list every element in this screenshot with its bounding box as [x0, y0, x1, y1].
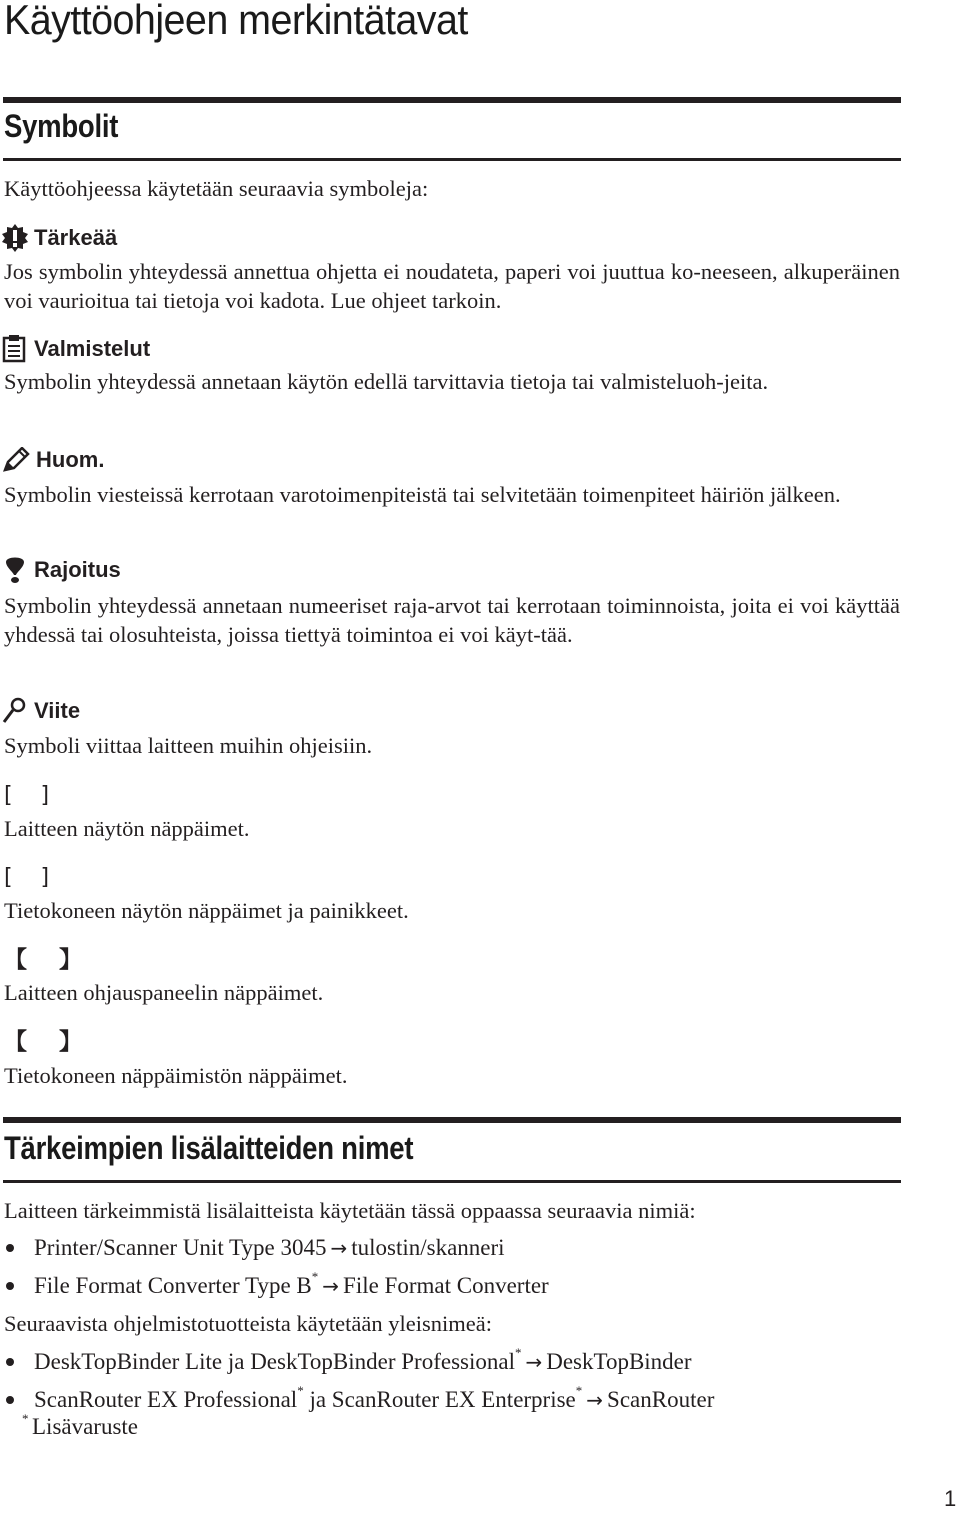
bracket-description: Tietokoneen näppäimistön näppäimet. [4, 1063, 348, 1088]
symbol-description: Symboli viittaa laitteen muihin ohjeisiin. [4, 733, 373, 758]
section-underline [3, 158, 901, 161]
exclamation-icon [2, 556, 28, 584]
symbol-label: Tärkeää [34, 225, 118, 250]
software-intro: Seuraavista ohjelmistotuotteista käytetään yleisnimeä: [4, 1311, 492, 1336]
section-title-symbols: Symbolit [4, 108, 119, 144]
symbol-description: Symbolin yhteydessä annetaan numeeriset raja-arvot tai kerrotaan toiminnoista, joita ei voi käyttää yhdessä tai olosuhteista, joissa tiettyä toimintoa ei voi käyt-tää. [4, 593, 900, 647]
clipboard-icon [2, 335, 28, 363]
list-item: DeskTopBinder Lite ja DeskTopBinder Professional* → DeskTopBinder [0, 1343, 900, 1381]
asterisk-footnote-mark: * [514, 1345, 522, 1361]
symbols-intro: Käyttöohjeessa käytetään seuraavia symboleja: [4, 176, 429, 201]
bullet [6, 1396, 14, 1404]
symbol-label: Rajoitus [34, 557, 121, 582]
symbol-description: Symbolin viesteissä kerrotaan varotoimenpiteistä tai selvitetään toimenpiteet häiriön jälkeen. [4, 482, 841, 507]
bracket-symbol-control-panel: 【 】 [4, 947, 83, 973]
arrow-icon: → [322, 1274, 340, 1298]
section-rule [3, 1117, 901, 1123]
symbol-heading-important [2, 222, 117, 254]
bracket-description: Tietokoneen näytön näppäimet ja painikkeet. [4, 898, 409, 923]
list-item: File Format Converter Type B* → File Format Converter [0, 1267, 900, 1305]
asterisk-footnote-mark: * [297, 1383, 304, 1399]
bracket-description: Laitteen näytön näppäimet. [4, 816, 250, 841]
bracket-symbol-screen-keys: [ ] [4, 783, 50, 808]
asterisk-footnote-mark: * [311, 1269, 319, 1285]
page-title: Käyttöohjeen merkintätavat [4, 0, 468, 43]
symbol-heading-limitation [2, 554, 121, 586]
arrow-icon: → [525, 1350, 543, 1374]
symbol-heading-reference [2, 695, 80, 727]
bracket-symbol-computer-screen: [ ] [4, 865, 50, 890]
footnote: * Lisävaruste [22, 1411, 139, 1439]
options-list [0, 1229, 900, 1305]
pencil-icon [2, 447, 30, 473]
options-intro: Laitteen tärkeimmistä lisälaitteista käytetään tässä oppaassa seuraavia nimiä: [4, 1198, 696, 1223]
symbol-label: Viite [34, 698, 81, 723]
symbol-heading-preparation [2, 333, 150, 365]
bracket-description: Laitteen ohjauspaneelin näppäimet. [4, 980, 324, 1005]
important-icon [2, 224, 28, 252]
symbol-label: Huom. [36, 447, 105, 472]
bullet [6, 1282, 14, 1290]
symbol-description: Jos symbolin yhteydessä annettua ohjetta ei noudateta, paperi voi juuttua ko-neeseen, alkuperäinen voi vaurioitua tai tietoja voi kadota. Lue ohjeet tarkoin. [4, 259, 900, 313]
bullet [6, 1358, 14, 1366]
symbol-heading-note [2, 444, 104, 476]
bullet [6, 1244, 14, 1252]
bracket-symbol-keyboard: 【 】 [4, 1029, 83, 1055]
software-list [0, 1343, 900, 1419]
symbol-description: Symbolin yhteydessä annetaan käytön edellä tarvittavia tietoja tai valmisteluoh-jeita. [4, 369, 769, 394]
symbol-label: Valmistelut [34, 336, 151, 361]
arrow-icon: → [330, 1236, 348, 1260]
section-title-options: Tärkeimpien lisälaitteiden nimet [4, 1130, 414, 1166]
page-number: 1 [944, 1486, 957, 1511]
asterisk-footnote-mark: * [575, 1383, 583, 1399]
section-rule [3, 97, 901, 103]
list-item: Printer/Scanner Unit Type 3045 → tulostin/skanneri [0, 1229, 900, 1267]
arrow-icon: → [586, 1388, 604, 1412]
list-item: ScanRouter EX Professional* ja ScanRouter EX Enterprise* → ScanRouter [0, 1381, 900, 1419]
magnifier-icon [2, 697, 28, 725]
section-underline [3, 1180, 901, 1183]
footnote-text: Lisävaruste [32, 1414, 139, 1439]
